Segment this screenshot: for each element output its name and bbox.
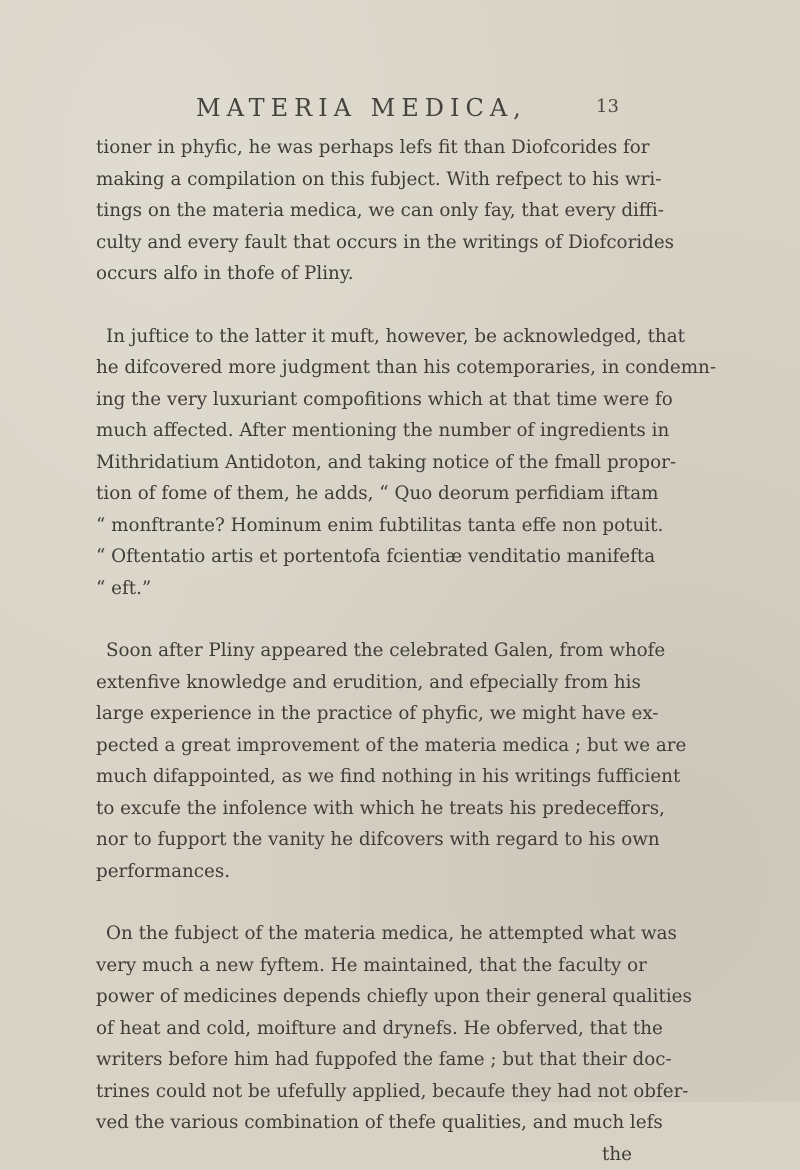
text-line: tion of fome of them, he adds, “ Quo deorum perfidiam iftam — [96, 478, 632, 510]
text-line: Soon after Pliny appeared the celebrated Galen, from whofe — [96, 635, 632, 667]
text-line: In juftice to the latter it muft, however, be acknowledged, that — [96, 321, 632, 353]
text-line: he difcovered more judgment than his cotemporaries, in condemn- — [96, 352, 632, 384]
text-line: extenfive knowledge and erudition, and efpecially from his — [96, 667, 632, 699]
text-line: much difappointed, as we find nothing in his writings fufficient — [96, 761, 632, 793]
text-line: culty and every fault that occurs in the writings of Diofcorides — [96, 227, 632, 259]
text-line: of heat and cold, moifture and drynefs. He obferved, that the — [96, 1013, 632, 1045]
text-line: “ monftrante? Hominum enim fubtilitas tanta effe non potuit. — [96, 510, 632, 542]
text-line: occurs alfo in thofe of Pliny. — [96, 258, 632, 290]
text-line: very much a new fyftem. He maintained, that the faculty or — [96, 950, 632, 982]
text-line: ing the very luxuriant compofitions which at that time were fo — [96, 384, 632, 416]
text-line: tings on the materia medica, we can only fay, that every diffi- — [96, 195, 632, 227]
page-number: 13 — [596, 96, 619, 117]
text-line: pected a great improvement of the materia medica ; but we are — [96, 730, 632, 762]
text-line: “ Oftentatio artis et portentofa fcientiæ venditatio manifefta — [96, 541, 632, 573]
text-line: Mithridatium Antidoton, and taking notice of the fmall propor- — [96, 447, 632, 479]
text-line: writers before him had fuppofed the fame ; but that their doc- — [96, 1044, 632, 1076]
text-line: performances. — [96, 856, 632, 888]
text-line: nor to fupport the vanity he difcovers with regard to his own — [96, 824, 632, 856]
paragraph-gap — [96, 887, 632, 918]
paragraph-gap — [96, 604, 632, 635]
text-line: trines could not be ufefully applied, becaufe they had not obfer- — [96, 1076, 632, 1108]
catchword: the — [96, 1139, 632, 1170]
text-line: to excufe the infolence with which he treats his predeceffors, — [96, 793, 632, 825]
text-line: much affected. After mentioning the number of ingredients in — [96, 415, 632, 447]
text-line: tioner in phyfic, he was perhaps lefs fit than Diofcorides for — [96, 132, 632, 164]
page-body — [96, 132, 632, 1170]
running-head: MATERIA MEDICA, — [196, 94, 527, 122]
page-header — [0, 94, 800, 134]
text-line: power of medicines depends chiefly upon their general qualities — [96, 981, 632, 1013]
text-line: making a compilation on this fubject. With refpect to his wri- — [96, 164, 632, 196]
text-line: “ eft.” — [96, 573, 632, 605]
text-line: On the fubject of the materia medica, he attempted what was — [96, 918, 632, 950]
paragraph-gap — [96, 290, 632, 321]
text-line: ved the various combination of thefe qualities, and much lefs — [96, 1107, 632, 1139]
text-line: large experience in the practice of phyfic, we might have ex- — [96, 698, 632, 730]
